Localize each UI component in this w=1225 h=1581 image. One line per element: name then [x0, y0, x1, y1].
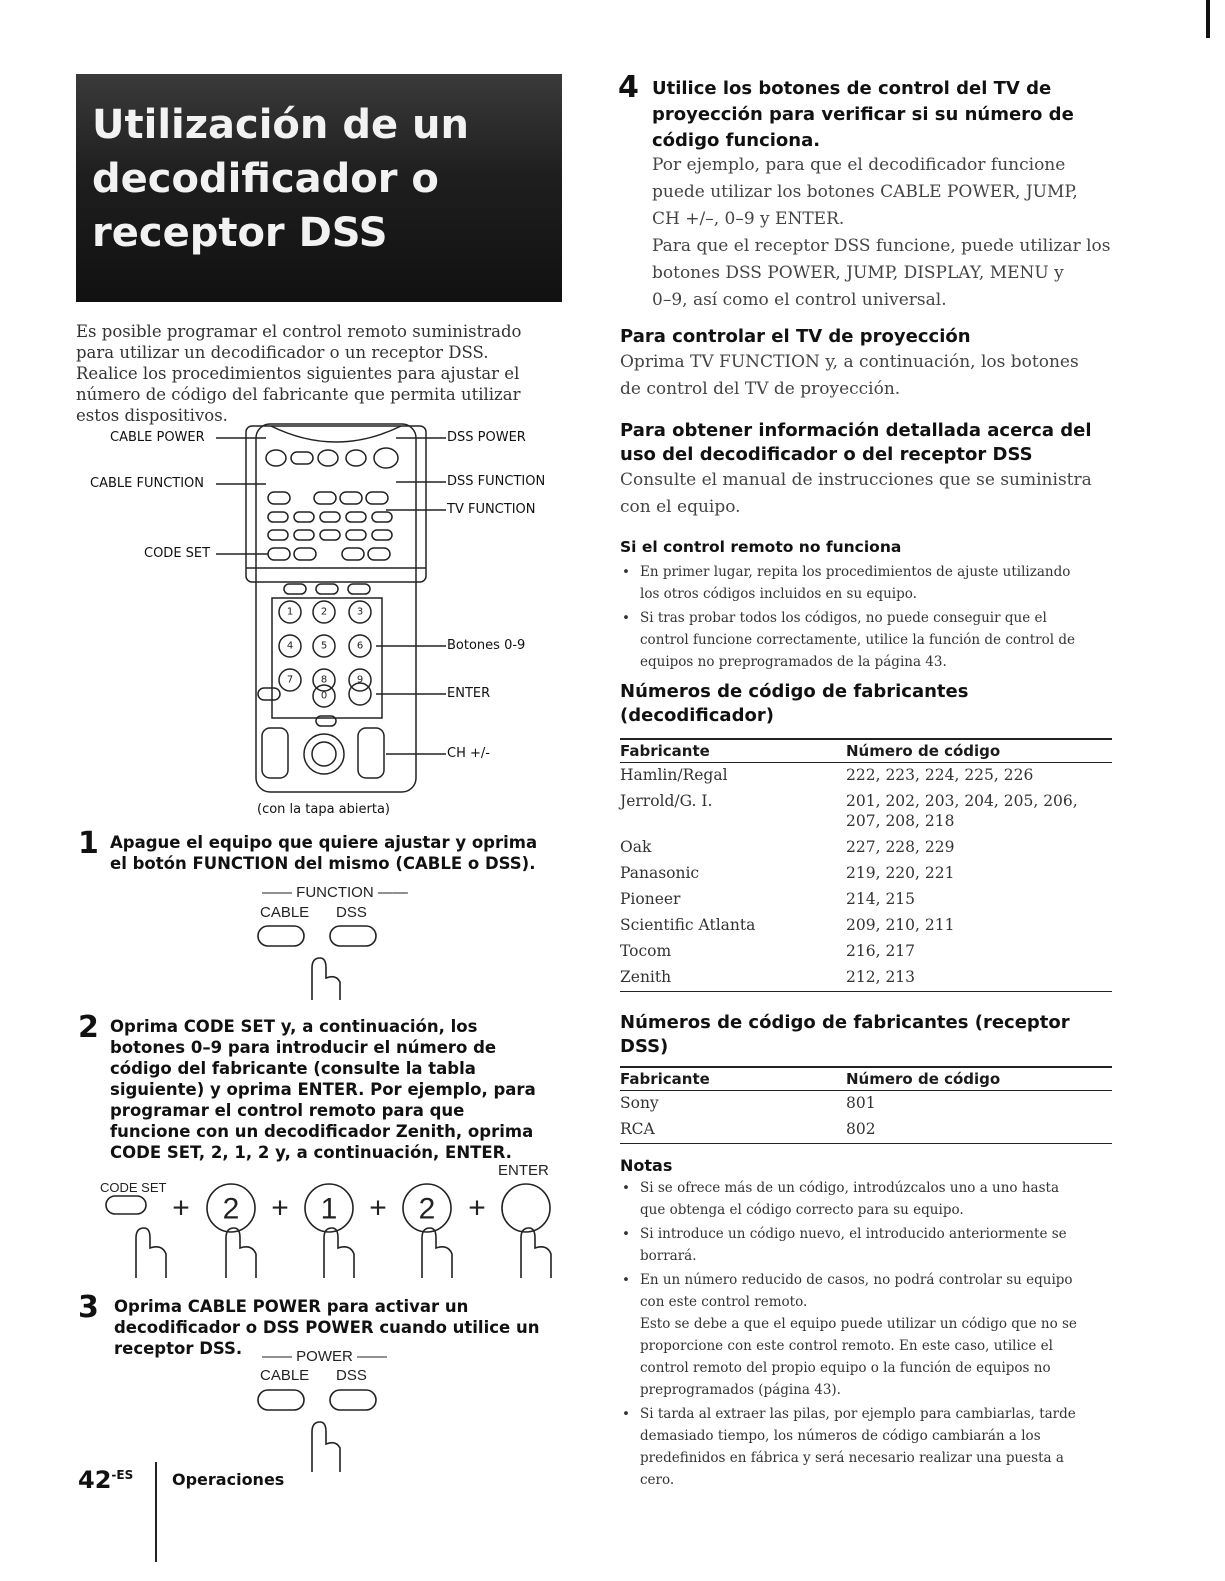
label-ch: CH +/-	[447, 746, 490, 761]
plus-sign: +	[172, 1191, 190, 1225]
table-row: RCA 802	[620, 1117, 1112, 1144]
label-cable-function: CABLE FUNCTION	[90, 476, 205, 491]
cable-function-button	[258, 926, 304, 946]
step-4-paragraph: Por ejemplo, para que el decodificador funcione puede utilizar los botones CABLE POWER, JUMP, CH +/–, 0–9 y ENTER. Para que el receptor DSS funcione, puede utilizar los botones DSS POWER, JUMP, DISPLAY, MENU y 0–9, así como el control universal.	[652, 155, 1111, 310]
table-row: Pioneer 214, 215	[620, 890, 916, 908]
label-dss-function: DSS FUNCTION	[447, 474, 546, 489]
label-code-set: CODE SET	[144, 546, 211, 561]
dss-function-button	[330, 926, 376, 946]
table-row: Sony 801	[620, 1094, 876, 1112]
decoder-code-table	[620, 738, 1112, 992]
page-edge-mark	[1206, 0, 1210, 38]
keypad-8: 8	[320, 674, 328, 686]
fig3-cable-label: CABLE	[260, 1367, 310, 1384]
fig3-dss-label: DSS	[336, 1367, 367, 1384]
step-1-number: 1	[78, 826, 99, 861]
fig2-sequence	[96, 1178, 566, 1282]
label-tv-function: TV FUNCTION	[447, 502, 536, 517]
info-section-heading: Para obtener información detallada acerca del uso del decodificador o del receptor DSS	[620, 420, 1092, 465]
tv-section-paragraph: Oprima TV FUNCTION y, a continuación, los botones de control del TV de proyección.	[620, 352, 1079, 399]
fig1-dss-label: DSS	[336, 904, 367, 921]
notes-heading: Notas	[620, 1156, 673, 1175]
fig1-cable-label: CABLE	[260, 904, 310, 921]
list-item: • Si tras probar todos los códigos, no puede conseguir que el control funcione correctamente, utilice la función de control de equipos no preprogramados de la página 43.	[620, 607, 1110, 673]
step-3-number: 3	[78, 1290, 99, 1325]
list-item: • Si se ofrece más de un código, introdúzcalos uno a uno hasta que obtenga el código correcto para su equipo.	[620, 1177, 1110, 1221]
step-4-number: 4	[618, 70, 639, 105]
pointing-hand-icon	[422, 1228, 452, 1278]
step-3-text: Oprima CABLE POWER para activar un decodificador o DSS POWER cuando utilice un receptor DSS.	[114, 1297, 540, 1358]
fig2-code-set-label: CODE SET	[100, 1180, 167, 1195]
trouble-list	[620, 561, 1110, 675]
keypad-5: 5	[320, 640, 328, 652]
list-item: • Si introduce un código nuevo, el introducido anteriormente se borrará.	[620, 1223, 1110, 1267]
list-item: • Si tarda al extraer las pilas, por ejemplo para cambiarlas, tarde demasiado tiempo, los números de código cambiarán a los predefinidos en fábrica y será necesario realizar una puesta a cero.	[620, 1403, 1110, 1491]
step-4-text: Utilice los botones de control del TV de proyección para verificar si su número de código funciona.	[652, 78, 1074, 151]
keypad-0: 0	[320, 690, 328, 702]
label-cable-power: CABLE POWER	[110, 430, 205, 445]
dss-table-heading: Números de código de fabricantes (receptor DSS)	[620, 1012, 1070, 1057]
label-enter: ENTER	[447, 686, 491, 701]
plus-sign: +	[271, 1191, 289, 1225]
fig3-buttons	[250, 1386, 390, 1476]
pointing-hand-icon	[521, 1228, 551, 1278]
fig1-function-label: —— FUNCTION ——	[262, 884, 408, 901]
keypad-3: 3	[356, 606, 364, 618]
dss-code-table	[620, 1066, 1112, 1144]
label-botones: Botones 0-9	[447, 638, 526, 653]
pointing-hand-icon	[312, 958, 340, 1000]
trouble-heading: Si el control remoto no funciona	[620, 538, 902, 556]
remote-caption: (con la tapa abierta)	[257, 802, 390, 817]
step-1-text: Apague el equipo que quiere ajustar y oprima el botón FUNCTION del mismo (CABLE o DSS).	[110, 833, 538, 873]
fig1-buttons	[250, 922, 390, 1002]
keypad-1: 1	[286, 606, 294, 618]
digit-2-text: 2	[222, 1192, 240, 1226]
table-header-fabricante: Fabricante	[620, 739, 846, 763]
pointing-hand-icon	[226, 1228, 256, 1278]
digit-1-text: 1	[320, 1192, 338, 1226]
notes-list	[620, 1177, 1110, 1493]
tv-section-heading: Para controlar el TV de proyección	[620, 326, 971, 347]
table-row: Panasonic 219, 220, 221	[620, 864, 955, 882]
pointing-hand-icon	[136, 1228, 166, 1278]
enter-button	[502, 1184, 550, 1232]
table-header-fabricante: Fabricante	[620, 1067, 846, 1091]
keypad-9: 9	[356, 674, 364, 686]
plus-sign: +	[369, 1191, 387, 1225]
table-header-numero: Número de código	[846, 1067, 1112, 1091]
label-dss-power: DSS POWER	[447, 430, 526, 445]
list-item: • En primer lugar, repita los procedimientos de ajuste utilizando los otros códigos incluidos en su equipo.	[620, 561, 1110, 605]
title-banner	[76, 74, 562, 302]
step-2-text: Oprima CODE SET y, a continuación, los botones 0–9 para introducir el número de código del fabricante (consulte la tabla siguiente) y oprima ENTER. Por ejemplo, para programar el control remoto para que funcione con un decodificador Zenith, oprima CODE SET, 2, 1, 2 y, a continuación, ENTER.	[110, 1017, 536, 1162]
fig3-power-label: —— POWER ——	[262, 1348, 388, 1365]
table-row: Scientific Atlanta 209, 210, 211	[620, 916, 955, 934]
keypad-4: 4	[286, 640, 294, 652]
table-row: Oak 227, 228, 229	[620, 838, 955, 856]
plus-sign: +	[468, 1191, 486, 1225]
footer-divider	[155, 1462, 157, 1562]
pointing-hand-icon	[312, 1422, 340, 1472]
digit-2b-text: 2	[418, 1192, 436, 1226]
dss-power-button	[330, 1390, 376, 1410]
table-row: Tocom 216, 217	[620, 942, 916, 960]
decoder-table-heading: Números de código de fabricantes (decodificador)	[620, 681, 969, 726]
fig2-enter-label: ENTER	[498, 1162, 549, 1179]
table-row: Zenith 212, 213	[620, 965, 1112, 992]
page-title: Utilización de un decodificador o receptor DSS	[92, 102, 469, 256]
intro-paragraph: Es posible programar el control remoto suministrado para utilizar un decodificador o un receptor DSS. Realice los procedimientos siguientes para ajustar el número de código del fabricante que permita utilizar estos dispositivos.	[76, 322, 522, 425]
table-row: Jerrold/G. I. 201, 202, 203, 204, 205, 206, 207, 208, 218	[620, 792, 1078, 830]
keypad-7: 7	[286, 674, 294, 686]
keypad-2: 2	[320, 606, 328, 618]
pointing-hand-icon	[324, 1228, 354, 1278]
list-item: • En un número reducido de casos, no podrá controlar su equipo con este control remoto. Esto se debe a que el equipo puede utilizar un código que no se proporcione con este control remoto. En este caso, utilice el control remoto del propio equipo o la función de equipos no preprogramados (página 43).	[620, 1269, 1110, 1401]
cable-power-button	[258, 1390, 304, 1410]
keypad-6: 6	[356, 640, 364, 652]
table-header-numero: Número de código	[846, 739, 1112, 763]
table-row: Hamlin/Regal 222, 223, 224, 225, 226	[620, 766, 1034, 784]
code-set-button	[106, 1196, 146, 1214]
step-2-number: 2	[78, 1010, 99, 1045]
page-number: $42^{-ES}$	[78, 1466, 134, 1494]
info-section-paragraph: Consulte el manual de instrucciones que se suministra con el equipo.	[620, 470, 1092, 517]
footer-section: Operaciones	[172, 1470, 285, 1489]
